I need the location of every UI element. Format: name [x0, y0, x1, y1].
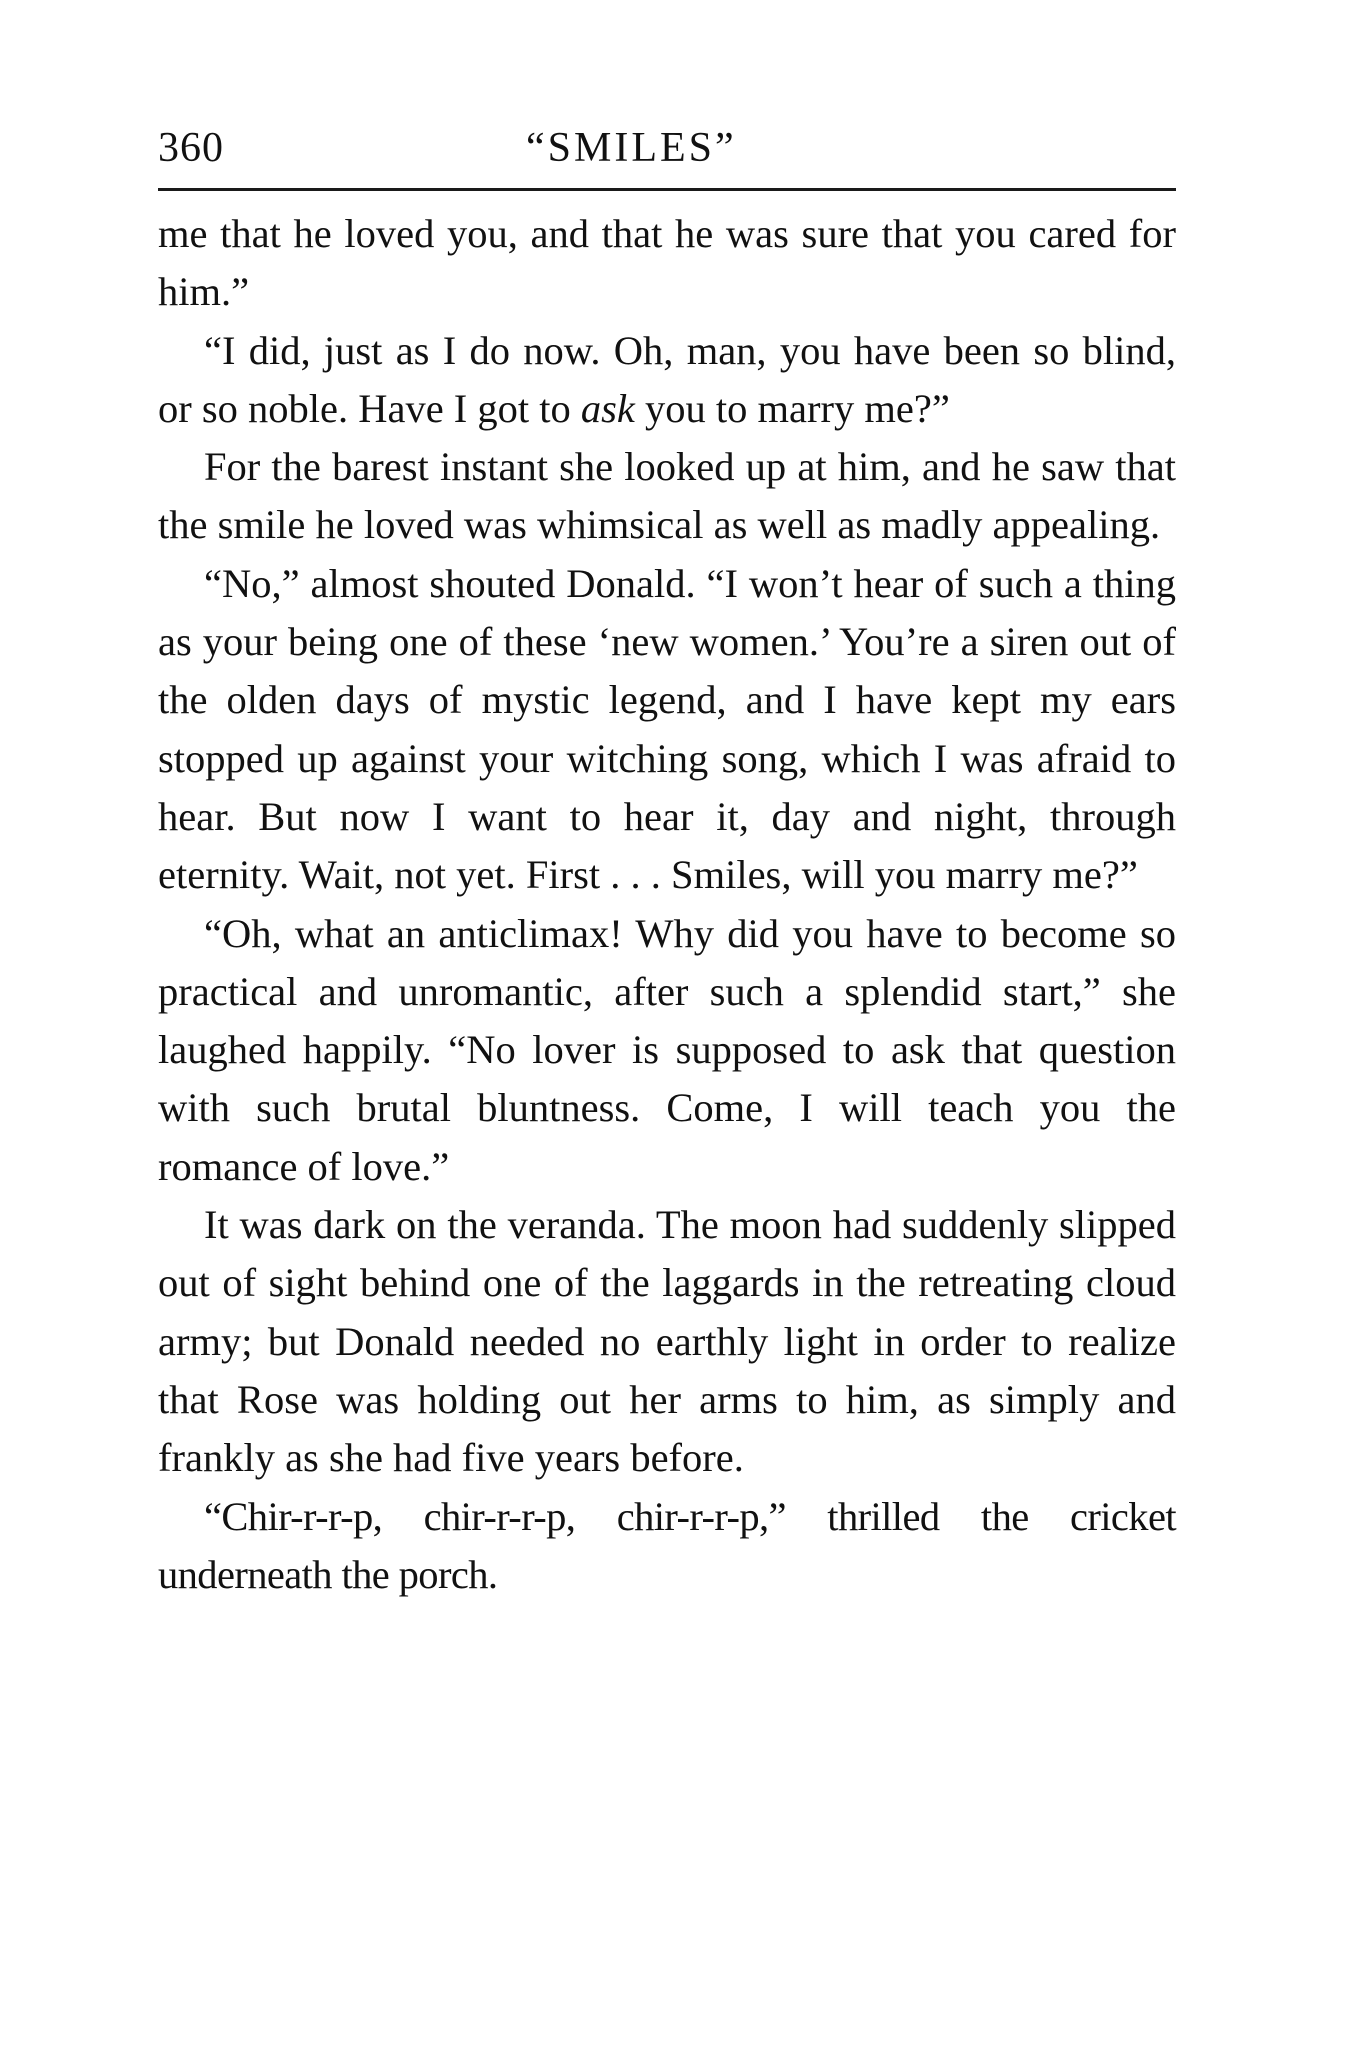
paragraph-donald-shout: “No,” almost shouted Donald. “I won’t hear of such a thing as your being one of these ‘new women.’ You’re a siren out of the olden days of mystic legend, and I have kept my ears stopped up against your witching song, which I was afraid to hear. But now I want to hear it, day and night, through eternity. Wait, not yet. First . . . Smiles, will you marry me?”	[158, 560, 1176, 898]
paragraph-continuation: me that he loved you, and that he was sure that you cared for him.”	[158, 211, 1176, 315]
emphasized-word: ask	[580, 385, 635, 431]
page-number: 360	[158, 125, 224, 171]
body-text	[158, 205, 1176, 1604]
paragraph-marry-question	[158, 322, 1176, 439]
paragraph-text: “I did, just as I do now. Oh, man, you have been so blind, or so noble. Have I got to	[158, 327, 1176, 431]
page-header	[158, 118, 1176, 191]
running-title: “SMILES”	[526, 125, 737, 171]
paragraph-veranda: It was dark on the veranda. The moon had suddenly slipped out of sight behind one of the laggards in the retreating cloud army; but Donald needed no earthly light in order to realize that Rose was holding out her arms to him, as simply and frankly as she had five years before.	[158, 1202, 1176, 1481]
paragraph-barest-instant: For the barest instant she looked up at him, and he saw that the smile he loved was whimsical as well as madly appealing.	[158, 444, 1176, 548]
paragraph-anticlimax: “Oh, what an anticlimax! Why did you have to become so practical and unromantic, after such a splendid start,” she laughed happily. “No lover is supposed to ask that question with such brutal bluntness. Come, I will teach you the romance of love.”	[158, 910, 1176, 1189]
paragraph-cricket: “Chir-r-r-p, chir-r-r-p, chir-r-r-p,” thrilled the cricket underneath the porch.	[158, 1493, 1176, 1597]
paragraph-text: you to marry me?”	[645, 385, 950, 431]
